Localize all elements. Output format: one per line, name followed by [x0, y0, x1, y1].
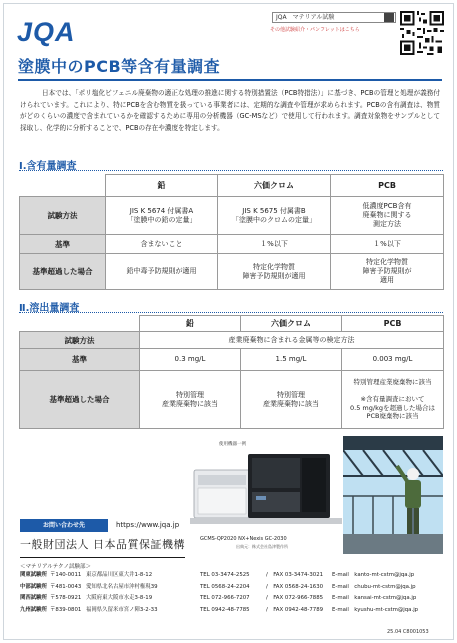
- office-row: [20, 570, 444, 582]
- column-header: 六価クロム: [218, 175, 331, 197]
- column-header: 鉛: [106, 175, 218, 197]
- office-name: 関西試験所: [20, 595, 47, 602]
- website-link[interactable]: https://www.jqa.jp: [116, 521, 180, 529]
- table-cell: 特定化学物質 障害予防規則が適用: [218, 254, 331, 290]
- table-cell: 鉛中毒予防規則が適用: [106, 254, 218, 290]
- table-cell: 特別管理 産業廃棄物に該当: [140, 371, 241, 429]
- office-fax: / FAX 072-966-7885: [266, 595, 324, 602]
- table-cell: JIS K 5675 付属書B 「塗膜中のクロムの定量」: [218, 197, 331, 235]
- table-cell: 産業廃棄物に含まれる金属等の検定方法: [140, 332, 444, 349]
- table-cell: 特別管理産業廃棄物に該当 ※含有量調査において 0.5 mg/kgを超過した場合は PCB廃棄物に該当: [342, 371, 444, 429]
- row-header: 試験方法: [20, 197, 106, 235]
- office-fax: / FAX 03-3474-3021: [266, 572, 324, 578]
- office-row: [20, 582, 444, 594]
- column-header: PCB: [342, 316, 444, 332]
- column-header: 鉛: [140, 316, 241, 332]
- column-header: 六価クロム: [241, 316, 342, 332]
- table-cell: 低濃度PCB含有 廃棄物に関する 測定方法: [331, 197, 444, 235]
- table-corner: [20, 316, 140, 332]
- office-email[interactable]: E-mail kanto-mt-cstm@jqa.jp: [332, 572, 415, 578]
- qr-code-icon: [400, 11, 444, 55]
- search-input[interactable]: JQA マテリアル試験: [272, 12, 396, 23]
- intro-paragraph: 日本では、「ポリ塩化ビフェニル廃棄物の適正な処理の推進に関する特別措置法（PCB特措法）」に基づき、PCBの管理と処理が義務付けられています。これにより、特にPCBを含む物質を扱っている事業者には、定期的な調査や管理が求められます。PCBの含有調査は、物質がどのくらいの濃度で含まれているかを確認するために専用の分析機器（GC-MSなど）で使用して行われます。調査対象物をサンプルとして採取し、化学的に分析することで、PCBの存在や濃度を特定します。: [20, 89, 440, 132]
- product-name: GCMS-QP2020 NX+Nexis GC-2030: [200, 536, 287, 542]
- office-list: [20, 570, 444, 616]
- office-address: 愛知県北名古屋市沖村権現39: [86, 583, 158, 590]
- office-heading: ＜マテリアルテクノ試験部＞: [20, 564, 91, 570]
- content-survey-table: [19, 174, 444, 290]
- row-header: 試験方法: [20, 332, 140, 349]
- search-button[interactable]: [384, 13, 394, 22]
- document-number: 25.04 C8001053: [387, 629, 429, 635]
- office-address: 東京都品川区東大井1-8-12: [86, 572, 153, 578]
- bridge-inspection-photo: [343, 436, 443, 554]
- office-address: 福岡県久留米市宮ノ陣3-2-33: [86, 606, 158, 613]
- office-address: 大阪府東大阪市水走3-8-19: [86, 595, 153, 602]
- page-title: 塗膜中のPCB等含有量調査: [18, 57, 221, 76]
- office-zip: 〒481-0043: [50, 583, 82, 590]
- jqa-logo: JQA: [17, 17, 76, 47]
- gcms-instrument-image: [190, 448, 342, 536]
- office-fax: / FAX 0942-48-7789: [266, 606, 324, 613]
- table-corner: [20, 175, 106, 197]
- section-divider: [19, 312, 443, 313]
- section-divider: [19, 170, 443, 171]
- office-name: 九州試験所: [20, 606, 47, 613]
- organization-name: 一般財団法人 日本品質保証機構: [20, 538, 185, 551]
- office-row: [20, 605, 444, 617]
- search-caption: その他試験紹介・パンフレットはこちら: [270, 27, 360, 33]
- table-cell: 1.5 mg/L: [241, 349, 342, 371]
- org-underline: [20, 557, 185, 558]
- office-name: 中部試験所: [20, 583, 47, 590]
- row-header: 基準超過した場合: [20, 371, 140, 429]
- office-tel: TEL 072-966-7207: [200, 595, 250, 602]
- office-fax: / FAX 0568-24-1630: [266, 583, 324, 590]
- elution-survey-table: [19, 315, 444, 429]
- title-divider: [18, 79, 442, 81]
- office-name: 関東試験所: [20, 572, 47, 578]
- office-tel: TEL 0568-24-2204: [200, 583, 250, 590]
- contact-label: お問い合わせ先: [20, 519, 108, 532]
- table-cell: 特別管理 産業廃棄物に該当: [241, 371, 342, 429]
- product-source-note: 出典元：株式会社島津製作所: [236, 544, 288, 549]
- section-heading-elution: Ⅱ.溶出量調査: [19, 303, 80, 314]
- table-cell: JIS K 5674 付属書A 「塗膜中の鉛の定量」: [106, 197, 218, 235]
- table-cell: １%以下: [331, 235, 444, 254]
- row-header: 基準: [20, 235, 106, 254]
- office-email[interactable]: E-mail chubu-mt-cstm@jqa.jp: [332, 583, 416, 590]
- office-email[interactable]: E-mail kyushu-mt-cstm@jqa.jp: [332, 606, 419, 613]
- table-cell: 含まないこと: [106, 235, 218, 254]
- office-row: [20, 593, 444, 605]
- column-header: PCB: [331, 175, 444, 197]
- office-tel: TEL 03-3474-2525: [200, 572, 250, 578]
- office-email[interactable]: E-mail kansai-mt-cstm@jqa.jp: [332, 595, 417, 602]
- brochure-page: [3, 3, 454, 640]
- office-zip: 〒140-0011: [50, 572, 82, 578]
- product-caption: 使用機器一例: [219, 442, 246, 447]
- table-cell: 0.003 mg/L: [342, 349, 444, 371]
- section-heading-content: Ⅰ.含有量調査: [19, 161, 77, 172]
- office-zip: 〒578-0921: [50, 595, 82, 602]
- office-tel: TEL 0942-48-7785: [200, 606, 250, 613]
- row-header: 基準超過した場合: [20, 254, 106, 290]
- table-cell: 特定化学物質 障害予防規則が 適用: [331, 254, 444, 290]
- row-header: 基準: [20, 349, 140, 371]
- table-cell: 0.3 mg/L: [140, 349, 241, 371]
- table-cell: １%以下: [218, 235, 331, 254]
- office-zip: 〒839-0801: [50, 606, 82, 613]
